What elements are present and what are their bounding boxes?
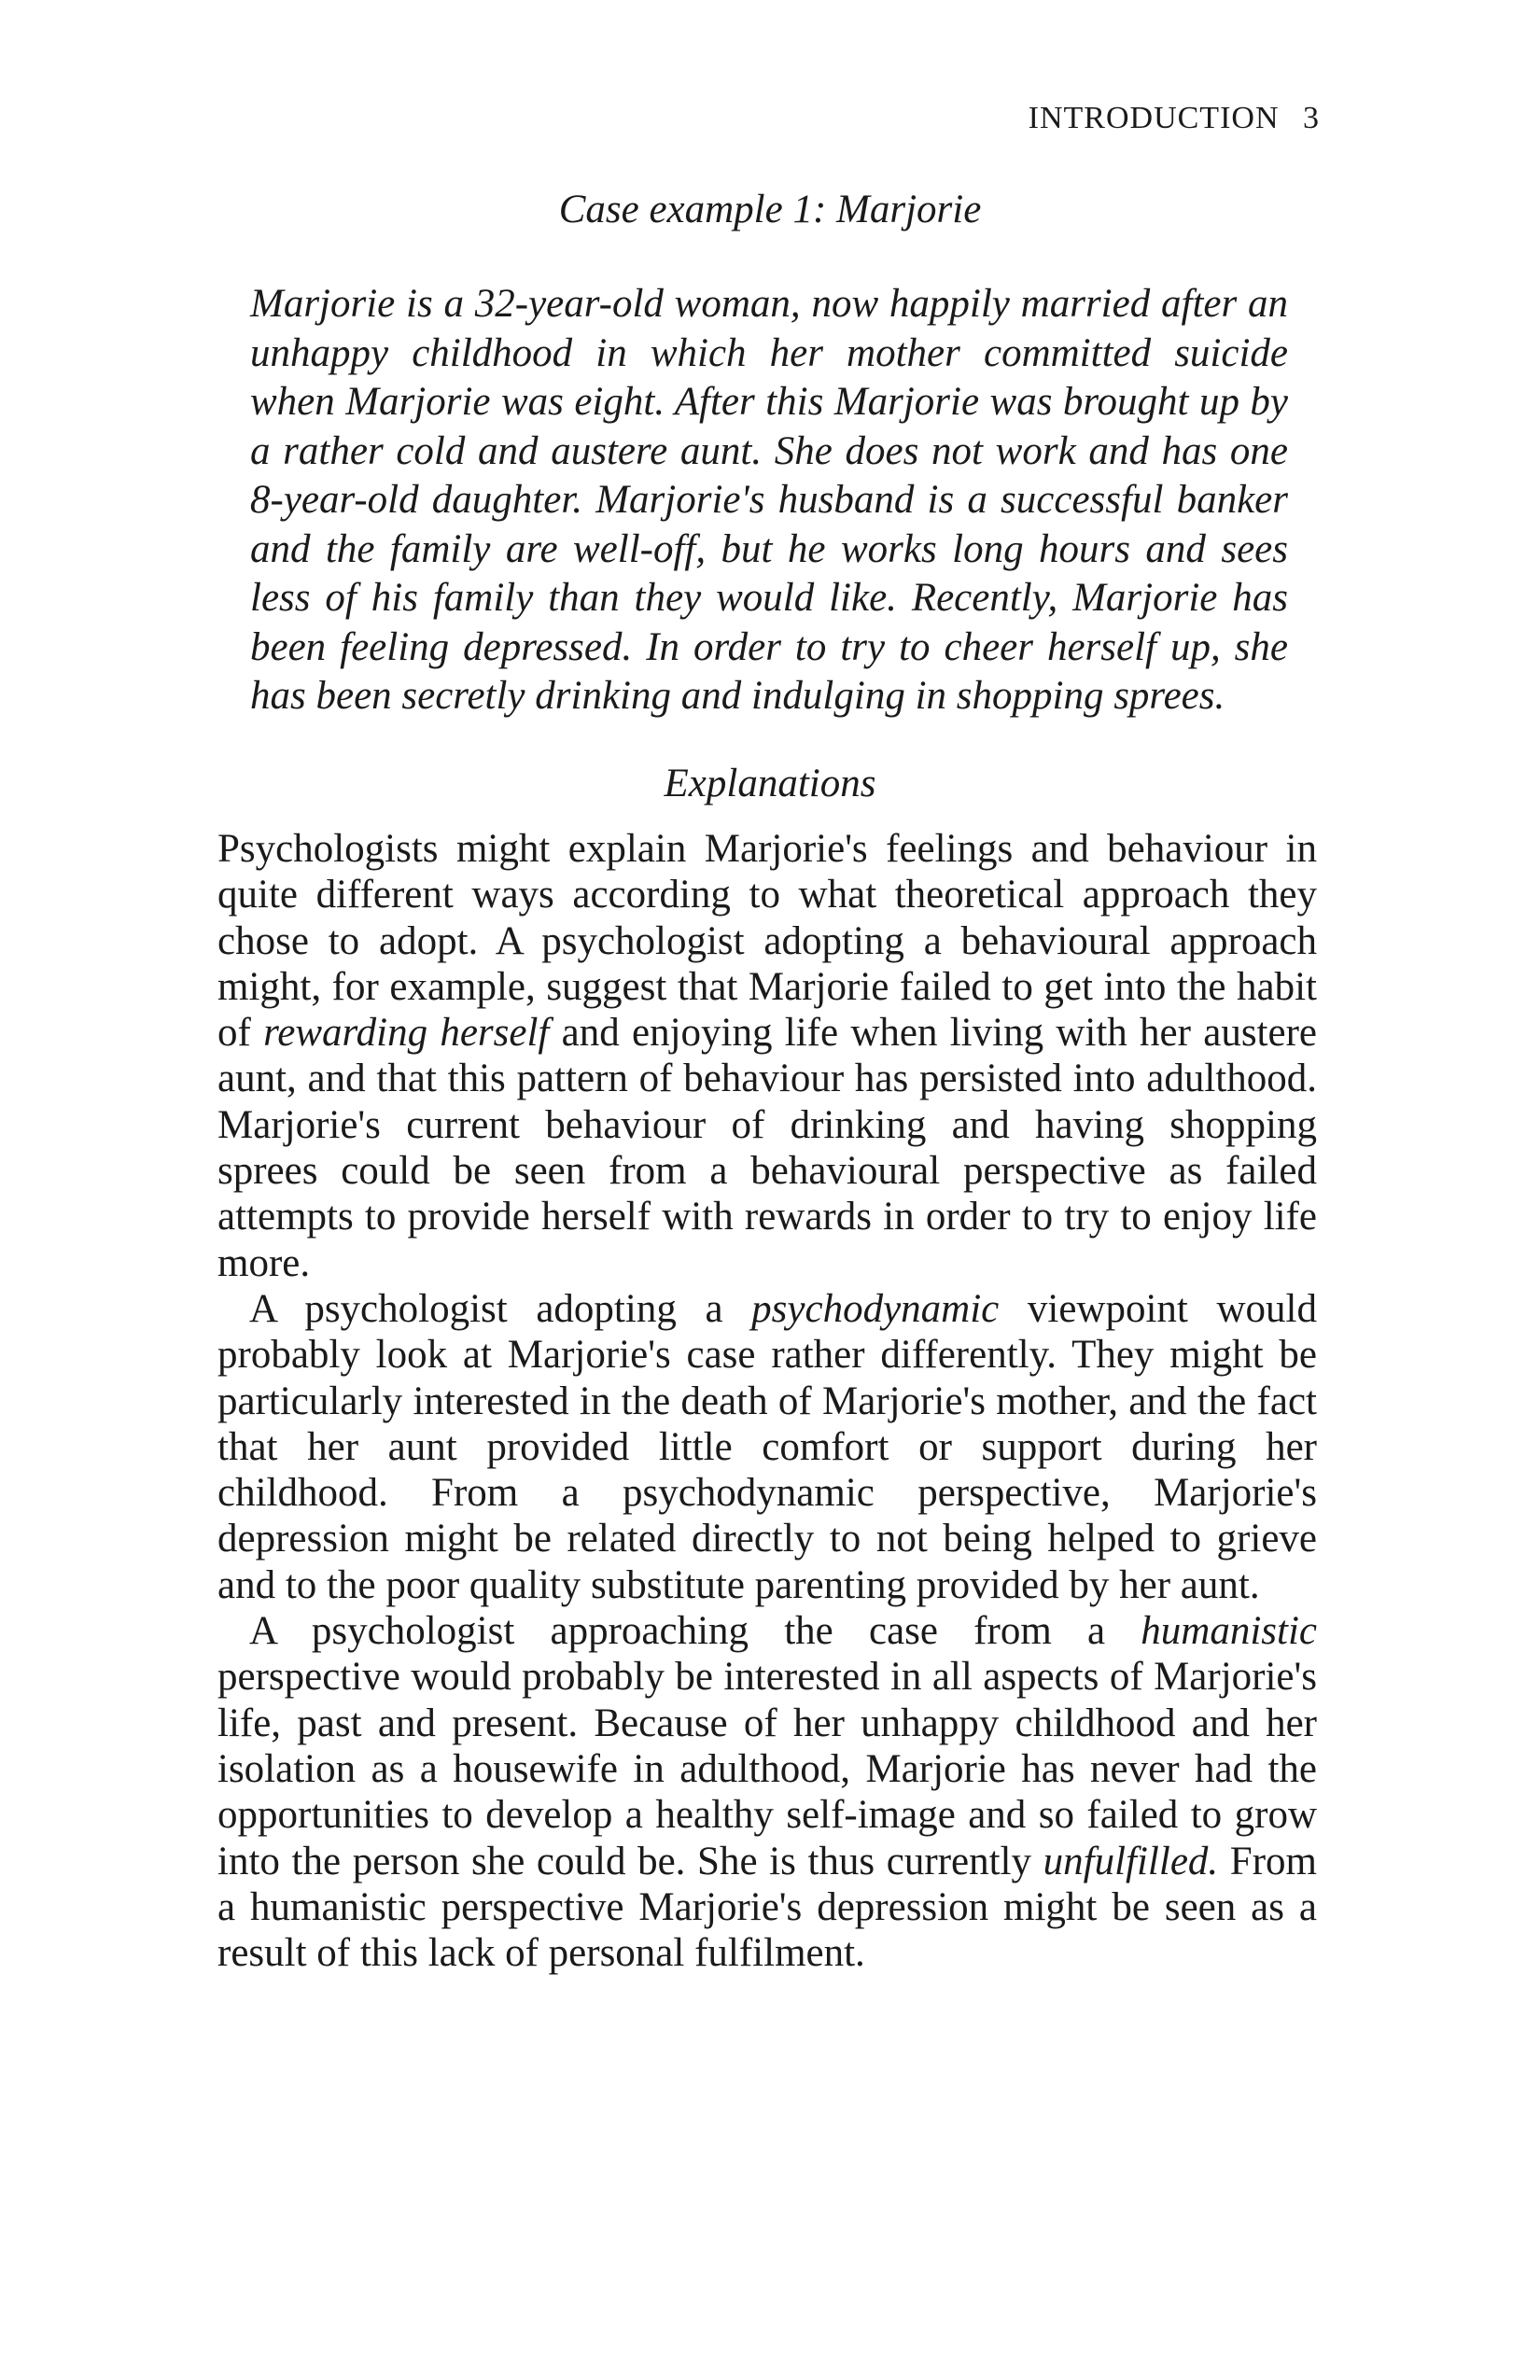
case-example-text: Marjorie is a 32-year-old woman, now happily married after an unhappy childhood in which her mother committed suicide when Marjorie was eight. After this Marjorie was brought up by a rather cold and austere aunt. She does not work and has one 8-year-old daughter. Marjorie's husband is a successful banker and the family are well-off, but he works long hours and sees less of his family than they would like. Recently, Marjorie has been feeling depressed. In order to try to cheer herself up, she has been secretly drinking and indulging in shopping sprees. bbox=[250, 282, 1288, 718]
page-number: 3 bbox=[1303, 101, 1320, 135]
explanations-body bbox=[217, 826, 1317, 1976]
emphasis-psychodynamic: psychodynamic bbox=[751, 1286, 1000, 1331]
running-header-title: INTRODUCTION bbox=[1028, 101, 1280, 135]
paragraph-psychodynamic: A psychologist adopting a psychodynamic viewpoint would probably look at Marjorie's case rather differently. They might be particularly interested in the death of Marjorie's mother, and the fact that her aunt provided little comfort or support during her childhood. From a psychodynamic perspective, Marjorie's depression might be related directly to not being helped to grieve and to the poor quality substitute parenting provided by her aunt. bbox=[217, 1286, 1317, 1607]
emphasis-rewarding-herself: rewarding herself bbox=[263, 1011, 550, 1056]
case-example-title: Case example 1: Marjorie bbox=[558, 188, 982, 231]
emphasis-humanistic: humanistic bbox=[1141, 1609, 1317, 1654]
running-header bbox=[1029, 101, 1320, 136]
paragraph-behavioural: Psychologists might explain Marjorie's feelings and behaviour in quite different ways according to what theoretical approach they chose to adopt. A psychologist adopting a behavioural approach might, for example, suggest that Marjorie failed to get into the habit of rewarding herself and enjoying life when living with her austere aunt, and that this pattern of behaviour has persisted into adulthood. Marjorie's current behaviour of drinking and having shopping sprees could be seen from a behavioural perspective as failed attempts to provide herself with rewards in order to try to enjoy life more. bbox=[217, 827, 1317, 1285]
explanations-heading: Explanations bbox=[664, 762, 876, 805]
paragraph-humanistic: A psychologist approaching the case from a humanistic perspective would probably be interested in all aspects of Marjorie's life, past and present. Because of her unhappy childhood and her isolation as a housewife in adulthood, Marjorie has never had the opportunities to develop a healthy self-image and so failed to grow into the person she could be. She is thus currently unfulfilled. From a humanistic perspective Marjorie's depression might be seen as a result of this lack of personal fulfilment. bbox=[217, 1609, 1317, 1976]
emphasis-unfulfilled: unfulfilled. bbox=[1043, 1839, 1219, 1883]
